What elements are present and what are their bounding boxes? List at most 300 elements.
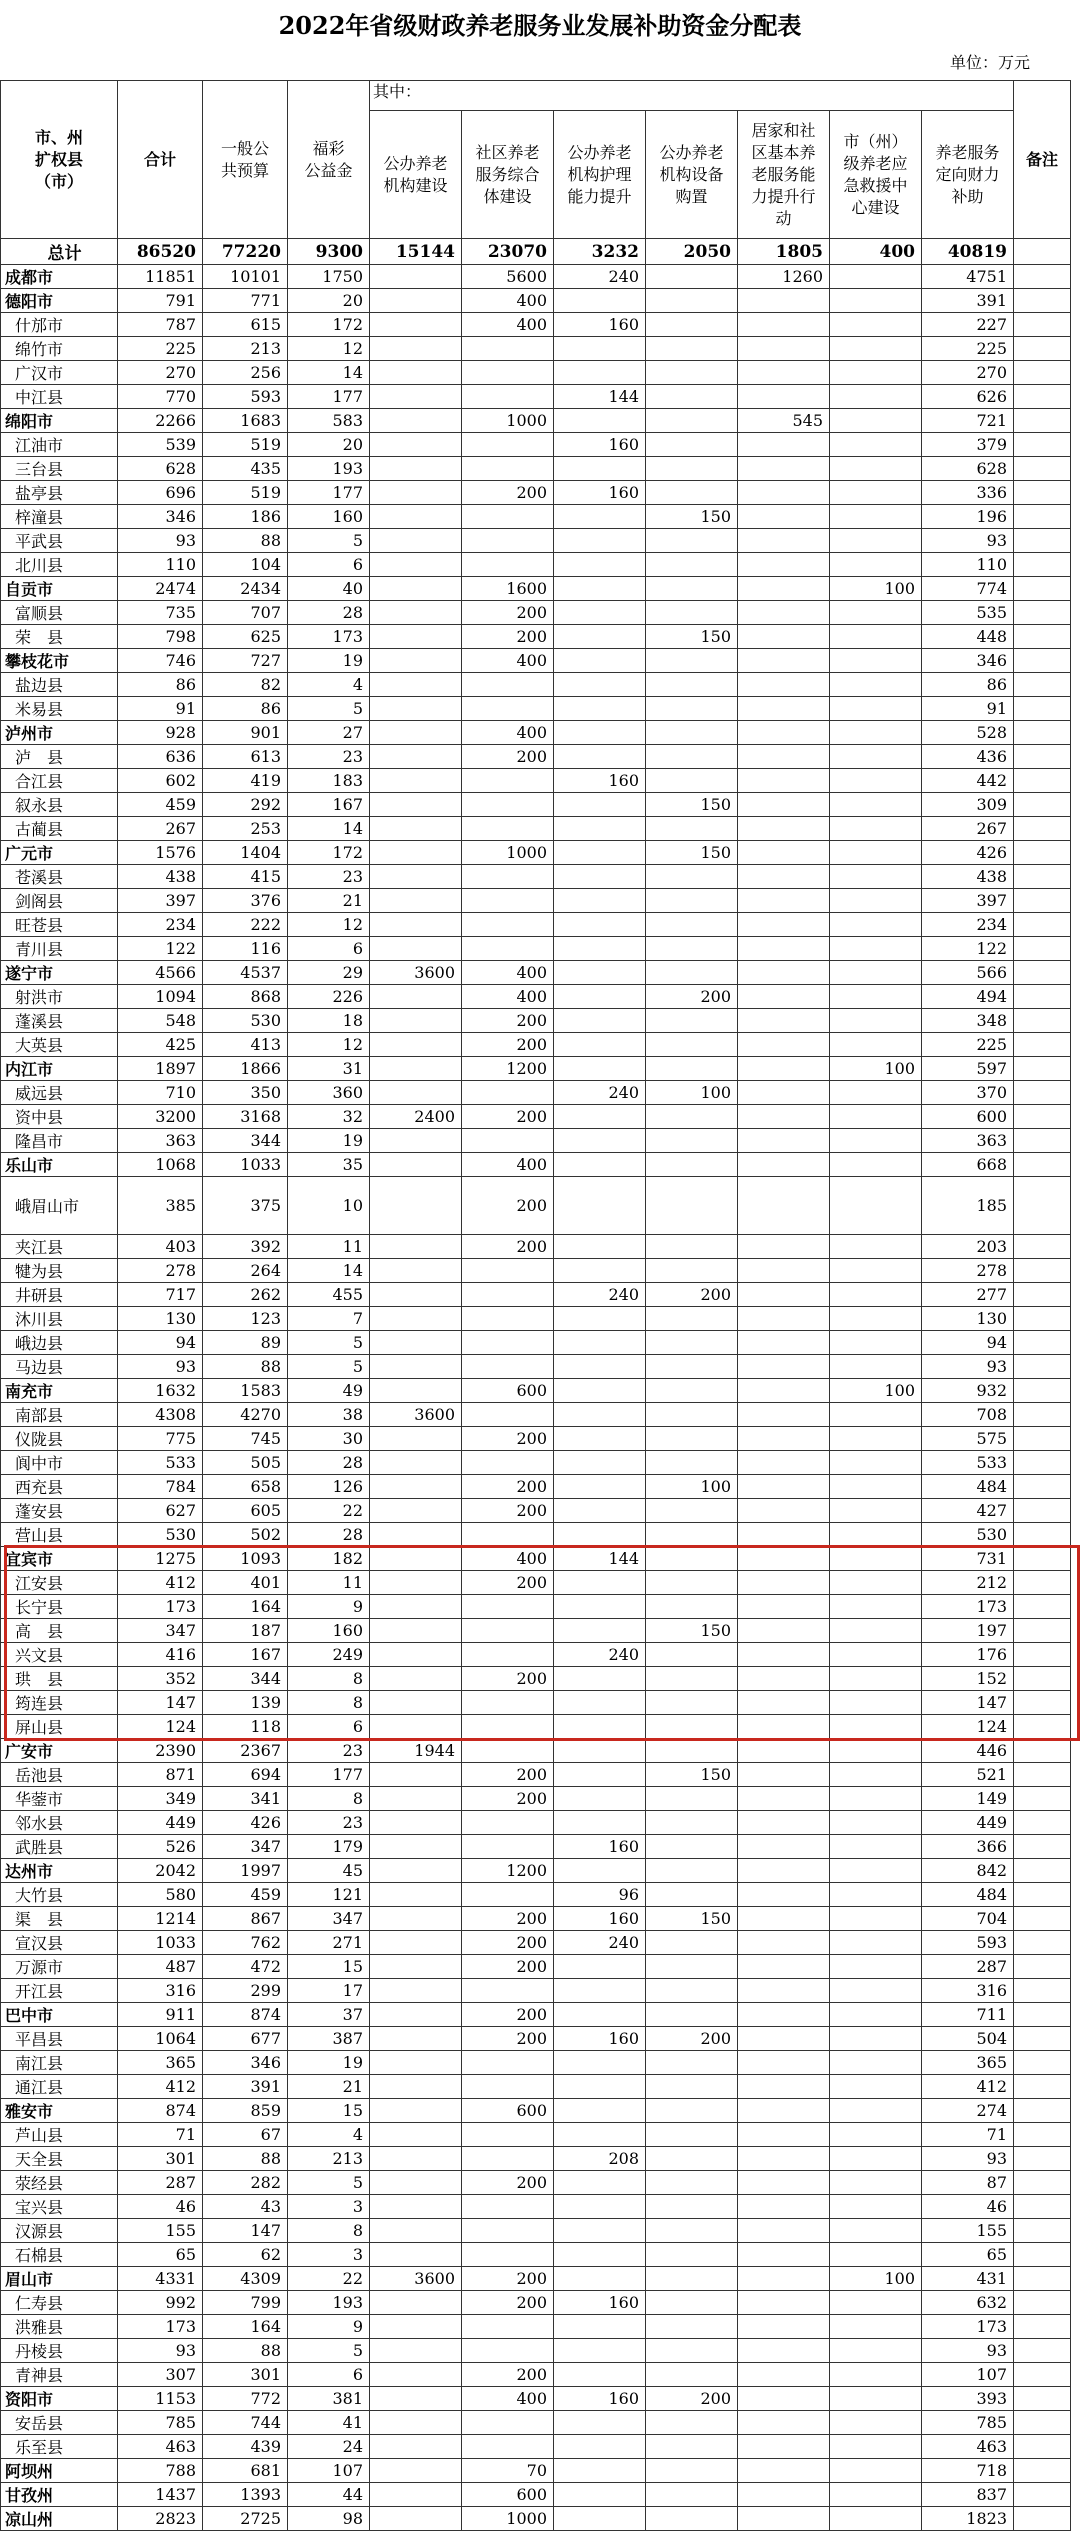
cell-community-complex: 200 — [462, 1009, 554, 1033]
cell-lottery-fund: 160 — [288, 505, 370, 529]
cell-total: 784 — [118, 1475, 203, 1499]
cell-general-budget: 625 — [203, 625, 288, 649]
table-row — [1, 385, 1071, 409]
cell-equipment-purchase — [646, 2123, 738, 2147]
cell-home-community-service — [738, 817, 830, 841]
cell-community-complex: 400 — [462, 721, 554, 745]
cell-emergency-center — [830, 2099, 922, 2123]
table-row — [1, 1979, 1071, 2003]
cell-remark — [1014, 529, 1071, 553]
table-row — [1, 1859, 1071, 1883]
cell-community-complex — [462, 1811, 554, 1835]
cell-targeted-subsidy: 176 — [922, 1643, 1014, 1667]
cell-lottery-fund: 455 — [288, 1283, 370, 1307]
cell-home-community-service — [738, 1081, 830, 1105]
region-name: 阿坝州 — [1, 2459, 118, 2483]
cell-home-community-service — [738, 2123, 830, 2147]
cell-public-institution-construction — [370, 505, 462, 529]
cell-public-institution-construction — [370, 577, 462, 601]
cell-nursing-capacity — [554, 2051, 646, 2075]
cell-public-institution-construction — [370, 553, 462, 577]
cell-equipment-purchase: 200 — [646, 2027, 738, 2051]
region-name: 夹江县 — [1, 1235, 118, 1259]
cell-lottery-fund: 21 — [288, 2075, 370, 2099]
cell-public-institution-construction — [370, 1643, 462, 1667]
cell-remark — [1014, 2123, 1071, 2147]
table-row — [1, 649, 1071, 673]
cell-lottery-fund: 12 — [288, 913, 370, 937]
cell-emergency-center — [830, 2075, 922, 2099]
region-name: 自贡市 — [1, 577, 118, 601]
cell-lottery-fund: 8 — [288, 1667, 370, 1691]
cell-equipment-purchase — [646, 1955, 738, 1979]
cell-total: 278 — [118, 1259, 203, 1283]
cell-emergency-center — [830, 1547, 922, 1571]
cell-general-budget: 341 — [203, 1787, 288, 1811]
table-row — [1, 769, 1071, 793]
cell-equipment-purchase — [646, 1667, 738, 1691]
cell-community-complex — [462, 1643, 554, 1667]
cell-community-complex: 400 — [462, 649, 554, 673]
cell-equipment-purchase: 200 — [646, 985, 738, 1009]
cell-home-community-service — [738, 601, 830, 625]
cell-targeted-subsidy: 494 — [922, 985, 1014, 1009]
cell-general-budget: 519 — [203, 433, 288, 457]
cell-lottery-fund: 19 — [288, 2051, 370, 2075]
cell-home-community-service — [738, 2243, 830, 2267]
region-name: 通江县 — [1, 2075, 118, 2099]
cell-nursing-capacity — [554, 1571, 646, 1595]
cell-general-budget: 262 — [203, 1283, 288, 1307]
cell-community-complex — [462, 1523, 554, 1547]
cell-community-complex: 200 — [462, 1427, 554, 1451]
cell-total: 416 — [118, 1643, 203, 1667]
cell-nursing-capacity — [554, 1057, 646, 1081]
cell-emergency-center — [830, 1259, 922, 1283]
cell-home-community-service — [738, 2027, 830, 2051]
cell-remark — [1014, 1379, 1071, 1403]
header-targeted-subsidy: 养老服务 定向财力 补助 — [922, 111, 1014, 239]
cell-targeted-subsidy: 173 — [922, 1595, 1014, 1619]
cell-home-community-service — [738, 1427, 830, 1451]
region-name: 高 县 — [1, 1619, 118, 1643]
cell-remark — [1014, 481, 1071, 505]
cell-public-institution-construction — [370, 409, 462, 433]
cell-equipment-purchase — [646, 553, 738, 577]
table-row — [1, 1883, 1071, 1907]
cell-general-budget: 1997 — [203, 1859, 288, 1883]
page-title: 2022年省级财政养老服务业发展补助资金分配表 — [278, 11, 802, 40]
cell-equipment-purchase — [646, 1307, 738, 1331]
cell-total: 1214 — [118, 1907, 203, 1931]
cell-nursing-capacity — [554, 841, 646, 865]
cell-general-budget: 10101 — [203, 265, 288, 289]
region-name: 平武县 — [1, 529, 118, 553]
cell-general-budget: 222 — [203, 913, 288, 937]
cell-emergency-center — [830, 1715, 922, 1739]
allocation-table — [0, 80, 1071, 2531]
cell-targeted-subsidy: 530 — [922, 1523, 1014, 1547]
cell-community-complex: 200 — [462, 1571, 554, 1595]
cell-total: 86 — [118, 673, 203, 697]
cell-community-complex — [462, 1259, 554, 1283]
cell-lottery-fund: 49 — [288, 1379, 370, 1403]
cell-general-budget: 346 — [203, 2051, 288, 2075]
region-name: 井研县 — [1, 1283, 118, 1307]
cell-emergency-center — [830, 1643, 922, 1667]
cell-lottery-fund: 173 — [288, 625, 370, 649]
cell-total: 1897 — [118, 1057, 203, 1081]
cell-home-community-service — [738, 1331, 830, 1355]
cell-remark — [1014, 2219, 1071, 2243]
cell-targeted-subsidy: 708 — [922, 1403, 1014, 1427]
cell-remark — [1014, 2387, 1071, 2411]
cell-public-institution-construction — [370, 385, 462, 409]
cell-public-institution-construction — [370, 1931, 462, 1955]
cell-emergency-center — [830, 1475, 922, 1499]
cell-equipment-purchase — [646, 1331, 738, 1355]
cell-emergency-center — [830, 1499, 922, 1523]
cell-public-institution-construction — [370, 265, 462, 289]
cell-emergency-center — [830, 2147, 922, 2171]
table-row — [1, 1283, 1071, 1307]
cell-equipment-purchase — [646, 1259, 738, 1283]
table-row — [1, 1129, 1071, 1153]
cell-lottery-fund: 6 — [288, 1715, 370, 1739]
cell-emergency-center — [830, 1009, 922, 1033]
cell-home-community-service — [738, 769, 830, 793]
cell-emergency-center — [830, 1283, 922, 1307]
cell-general-budget: 859 — [203, 2099, 288, 2123]
cell-total: 403 — [118, 1235, 203, 1259]
region-name: 万源市 — [1, 1955, 118, 1979]
cell-community-complex — [462, 697, 554, 721]
cell-nursing-capacity — [554, 553, 646, 577]
cell-lottery-fund: 40 — [288, 577, 370, 601]
cell-emergency-center — [830, 649, 922, 673]
table-row — [1, 1499, 1071, 1523]
cell-remark — [1014, 1715, 1071, 1739]
cell-community-complex: 1200 — [462, 1057, 554, 1081]
region-name: 兴文县 — [1, 1643, 118, 1667]
cell-community-complex — [462, 457, 554, 481]
cell-total: 225 — [118, 337, 203, 361]
cell-remark — [1014, 1859, 1071, 1883]
cell-equipment-purchase: 150 — [646, 1907, 738, 1931]
region-name: 筠连县 — [1, 1691, 118, 1715]
cell-emergency-center — [830, 985, 922, 1009]
table-row — [1, 2243, 1071, 2267]
cell-home-community-service — [738, 1907, 830, 1931]
cell-public-institution-construction — [370, 1811, 462, 1835]
cell-equipment-purchase — [646, 2171, 738, 2195]
cell-community-complex — [462, 673, 554, 697]
cell-general-budget: 1683 — [203, 409, 288, 433]
cell-total: 412 — [118, 1571, 203, 1595]
cell-general-budget: 77220 — [203, 239, 288, 265]
table-row — [1, 1403, 1071, 1427]
cell-total: 385 — [118, 1177, 203, 1235]
cell-general-budget: 901 — [203, 721, 288, 745]
cell-emergency-center — [830, 2051, 922, 2075]
cell-targeted-subsidy: 91 — [922, 697, 1014, 721]
cell-general-budget: 744 — [203, 2411, 288, 2435]
cell-total: 65 — [118, 2243, 203, 2267]
region-name: 射洪市 — [1, 985, 118, 1009]
cell-home-community-service — [738, 793, 830, 817]
region-name: 资阳市 — [1, 2387, 118, 2411]
cell-public-institution-construction — [370, 769, 462, 793]
cell-lottery-fund: 28 — [288, 1523, 370, 1547]
table-row — [1, 2459, 1071, 2483]
table-row — [1, 961, 1071, 985]
cell-nursing-capacity — [554, 1105, 646, 1129]
cell-emergency-center — [830, 1787, 922, 1811]
cell-home-community-service — [738, 1057, 830, 1081]
table-row — [1, 745, 1071, 769]
table-row — [1, 1331, 1071, 1355]
cell-equipment-purchase — [646, 1355, 738, 1379]
cell-community-complex — [462, 2411, 554, 2435]
cell-total: 173 — [118, 1595, 203, 1619]
cell-nursing-capacity — [554, 1499, 646, 1523]
cell-equipment-purchase — [646, 1009, 738, 1033]
cell-targeted-subsidy: 528 — [922, 721, 1014, 745]
cell-emergency-center — [830, 1979, 922, 2003]
cell-nursing-capacity: 160 — [554, 481, 646, 505]
cell-lottery-fund: 167 — [288, 793, 370, 817]
region-name: 荣 县 — [1, 625, 118, 649]
table-row — [1, 1571, 1071, 1595]
cell-targeted-subsidy: 668 — [922, 1153, 1014, 1177]
cell-nursing-capacity — [554, 1979, 646, 2003]
cell-remark — [1014, 673, 1071, 697]
cell-lottery-fund: 11 — [288, 1571, 370, 1595]
cell-nursing-capacity — [554, 1763, 646, 1787]
cell-community-complex — [462, 769, 554, 793]
cell-total: 287 — [118, 2171, 203, 2195]
cell-total: 526 — [118, 1835, 203, 1859]
region-name: 达州市 — [1, 1859, 118, 1883]
cell-lottery-fund: 28 — [288, 601, 370, 625]
cell-home-community-service — [738, 2411, 830, 2435]
cell-lottery-fund: 24 — [288, 2435, 370, 2459]
header-region: 市、州 扩权县 （市） — [1, 81, 118, 239]
cell-equipment-purchase: 150 — [646, 1763, 738, 1787]
region-name: 乐至县 — [1, 2435, 118, 2459]
cell-community-complex: 1000 — [462, 409, 554, 433]
cell-total: 130 — [118, 1307, 203, 1331]
table-row — [1, 2267, 1071, 2291]
cell-lottery-fund: 177 — [288, 481, 370, 505]
cell-targeted-subsidy: 71 — [922, 2123, 1014, 2147]
cell-remark — [1014, 385, 1071, 409]
cell-community-complex — [462, 2051, 554, 2075]
cell-general-budget: 62 — [203, 2243, 288, 2267]
cell-remark — [1014, 649, 1071, 673]
cell-remark — [1014, 1105, 1071, 1129]
cell-public-institution-construction — [370, 721, 462, 745]
region-name: 盐亭县 — [1, 481, 118, 505]
cell-public-institution-construction — [370, 2219, 462, 2243]
cell-nursing-capacity — [554, 361, 646, 385]
cell-nursing-capacity: 160 — [554, 313, 646, 337]
cell-home-community-service — [738, 2435, 830, 2459]
cell-remark — [1014, 625, 1071, 649]
cell-total: 147 — [118, 1691, 203, 1715]
cell-emergency-center — [830, 409, 922, 433]
cell-nursing-capacity — [554, 2507, 646, 2531]
cell-total: 397 — [118, 889, 203, 913]
cell-equipment-purchase: 2050 — [646, 239, 738, 265]
cell-community-complex: 400 — [462, 289, 554, 313]
cell-nursing-capacity — [554, 1379, 646, 1403]
table-row — [1, 1547, 1071, 1571]
cell-community-complex — [462, 553, 554, 577]
cell-nursing-capacity — [554, 913, 646, 937]
cell-lottery-fund: 4 — [288, 673, 370, 697]
cell-equipment-purchase — [646, 1883, 738, 1907]
cell-public-institution-construction — [370, 1619, 462, 1643]
region-name: 沐川县 — [1, 1307, 118, 1331]
cell-nursing-capacity — [554, 2195, 646, 2219]
cell-nursing-capacity — [554, 1955, 646, 1979]
region-name: 西充县 — [1, 1475, 118, 1499]
cell-emergency-center — [830, 1153, 922, 1177]
cell-general-budget: 344 — [203, 1129, 288, 1153]
cell-targeted-subsidy: 449 — [922, 1811, 1014, 1835]
cell-emergency-center — [830, 553, 922, 577]
cell-public-institution-construction — [370, 625, 462, 649]
cell-total: 1033 — [118, 1931, 203, 1955]
cell-nursing-capacity: 160 — [554, 433, 646, 457]
cell-general-budget: 187 — [203, 1619, 288, 1643]
cell-total: 1064 — [118, 2027, 203, 2051]
cell-emergency-center — [830, 2171, 922, 2195]
cell-nursing-capacity: 144 — [554, 385, 646, 409]
cell-targeted-subsidy: 212 — [922, 1571, 1014, 1595]
cell-total: 787 — [118, 313, 203, 337]
cell-lottery-fund: 20 — [288, 433, 370, 457]
cell-general-budget: 593 — [203, 385, 288, 409]
cell-general-budget: 116 — [203, 937, 288, 961]
cell-emergency-center — [830, 457, 922, 481]
cell-lottery-fund: 7 — [288, 1307, 370, 1331]
cell-remark — [1014, 361, 1071, 385]
cell-nursing-capacity — [554, 2267, 646, 2291]
cell-equipment-purchase — [646, 577, 738, 601]
cell-lottery-fund: 6 — [288, 553, 370, 577]
region-name: 苍溪县 — [1, 865, 118, 889]
cell-community-complex: 70 — [462, 2459, 554, 2483]
cell-lottery-fund: 45 — [288, 1859, 370, 1883]
cell-community-complex — [462, 1283, 554, 1307]
region-name: 北川县 — [1, 553, 118, 577]
cell-general-budget: 874 — [203, 2003, 288, 2027]
cell-nursing-capacity — [554, 2315, 646, 2339]
cell-public-institution-construction — [370, 1499, 462, 1523]
cell-community-complex: 200 — [462, 1667, 554, 1691]
cell-targeted-subsidy: 130 — [922, 1307, 1014, 1331]
cell-general-budget: 2367 — [203, 1739, 288, 1763]
cell-community-complex: 200 — [462, 2291, 554, 2315]
cell-home-community-service — [738, 2483, 830, 2507]
table-row — [1, 2435, 1071, 2459]
cell-public-institution-construction — [370, 2483, 462, 2507]
region-name: 威远县 — [1, 1081, 118, 1105]
cell-total: 155 — [118, 2219, 203, 2243]
cell-targeted-subsidy: 391 — [922, 289, 1014, 313]
table-row — [1, 1475, 1071, 1499]
region-name: 中江县 — [1, 385, 118, 409]
cell-nursing-capacity: 240 — [554, 1931, 646, 1955]
cell-equipment-purchase — [646, 1691, 738, 1715]
cell-public-institution-construction — [370, 2075, 462, 2099]
cell-general-budget: 4537 — [203, 961, 288, 985]
cell-general-budget: 164 — [203, 2315, 288, 2339]
cell-public-institution-construction — [370, 1177, 462, 1235]
cell-targeted-subsidy: 149 — [922, 1787, 1014, 1811]
cell-emergency-center — [830, 865, 922, 889]
region-name: 马边县 — [1, 1355, 118, 1379]
region-name: 汉源县 — [1, 2219, 118, 2243]
cell-remark — [1014, 2483, 1071, 2507]
cell-home-community-service — [738, 529, 830, 553]
region-name: 什邡市 — [1, 313, 118, 337]
cell-nursing-capacity — [554, 817, 646, 841]
cell-public-institution-construction — [370, 697, 462, 721]
cell-home-community-service — [738, 1667, 830, 1691]
cell-nursing-capacity: 160 — [554, 769, 646, 793]
cell-community-complex — [462, 1595, 554, 1619]
cell-public-institution-construction — [370, 601, 462, 625]
cell-total: 539 — [118, 433, 203, 457]
cell-total: 530 — [118, 1523, 203, 1547]
table-row — [1, 1691, 1071, 1715]
cell-general-budget: 605 — [203, 1499, 288, 1523]
cell-community-complex: 23070 — [462, 239, 554, 265]
cell-nursing-capacity — [554, 1153, 646, 1177]
cell-total: 349 — [118, 1787, 203, 1811]
cell-total: 11851 — [118, 265, 203, 289]
cell-targeted-subsidy: 227 — [922, 313, 1014, 337]
cell-remark — [1014, 817, 1071, 841]
cell-remark — [1014, 313, 1071, 337]
cell-community-complex — [462, 2123, 554, 2147]
cell-community-complex: 200 — [462, 1235, 554, 1259]
cell-community-complex — [462, 2195, 554, 2219]
cell-targeted-subsidy: 234 — [922, 913, 1014, 937]
region-name: 岳池县 — [1, 1763, 118, 1787]
cell-home-community-service — [738, 721, 830, 745]
region-name: 攀枝花市 — [1, 649, 118, 673]
cell-public-institution-construction — [370, 1859, 462, 1883]
table-row — [1, 481, 1071, 505]
cell-public-institution-construction: 3600 — [370, 961, 462, 985]
cell-public-institution-construction — [370, 1787, 462, 1811]
cell-home-community-service — [738, 1643, 830, 1667]
cell-targeted-subsidy: 124 — [922, 1715, 1014, 1739]
table-row — [1, 625, 1071, 649]
cell-targeted-subsidy: 438 — [922, 865, 1014, 889]
cell-total: 874 — [118, 2099, 203, 2123]
cell-lottery-fund: 193 — [288, 2291, 370, 2315]
cell-targeted-subsidy: 197 — [922, 1619, 1014, 1643]
cell-general-budget: 123 — [203, 1307, 288, 1331]
cell-community-complex: 200 — [462, 1787, 554, 1811]
table-row — [1, 1715, 1071, 1739]
cell-equipment-purchase — [646, 1547, 738, 1571]
